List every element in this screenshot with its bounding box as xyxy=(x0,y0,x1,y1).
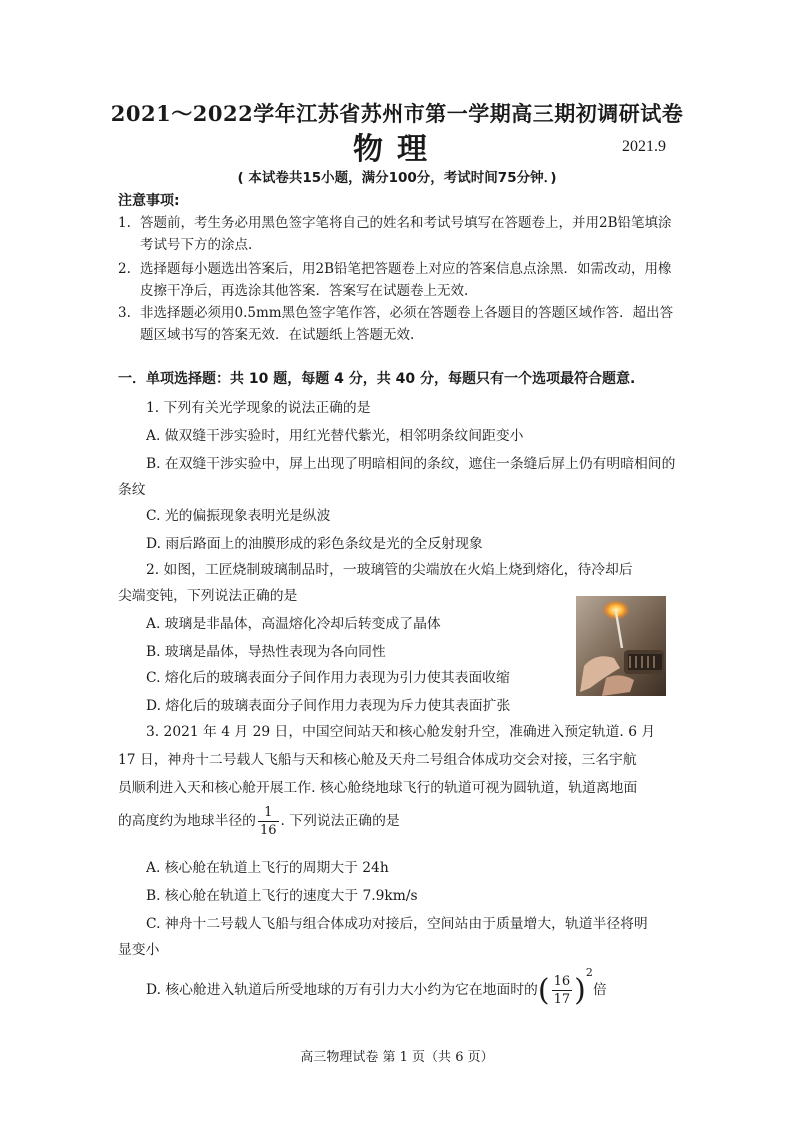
notice-number: 3. xyxy=(118,305,131,321)
q3-option-c: C. 神舟十二号载人飞船与组合体成功对接后，空间站由于质量增大，轨道半径将明 xyxy=(146,916,648,932)
q3-option-d-end: 倍 xyxy=(592,982,607,998)
fraction-numerator: 16 xyxy=(553,974,571,989)
exam-title: 2021～2022学年江苏省苏州市第一学期高三期初调研试卷 xyxy=(110,101,684,126)
q3-option-c-cont: 显变小 xyxy=(118,942,160,958)
q1-option-d: D. 雨后路面上的油膜形成的彩色条纹是光的全反射现象 xyxy=(146,536,483,552)
notice-text: 选择题每小题选出答案后，用2B铅笔把答题卷上对应的答案信息点涂黑．如需改动，用橡皮擦干净后，再选涂其他答案．答案写在试题卷上无效. xyxy=(140,261,672,299)
q2-option-d: D. 熔化后的玻璃表面分子间作用力表现为斥力使其表面扩张 xyxy=(146,698,511,714)
fraction-sixteen-seventeenths xyxy=(552,973,573,1008)
page-footer: 高三物理试卷 第 1 页（共 6 页） xyxy=(300,1050,494,1065)
q1-option-b: B. 在双缝干涉实验中，屏上出现了明暗相间的条纹，遮住一条缝后屏上仍有明暗相间的 xyxy=(146,456,676,472)
notice-text: 答题前，考生务必用黑色签字笔将自己的姓名和考试号填写在答题卷上，并用2B铅笔填涂考试号下方的涂点. xyxy=(140,215,672,253)
notice-item-1 xyxy=(118,212,678,256)
q3-option-d xyxy=(146,966,607,1008)
fraction-numerator: 1 xyxy=(258,804,279,822)
fraction-denominator: 16 xyxy=(259,823,277,838)
q2-option-c: C. 熔化后的玻璃表面分子间作用力表现为引力使其表面收缩 xyxy=(146,670,510,686)
q3-stem-line2: 17 日，神舟十二号载人飞船与天和核心舱及天舟二号组合体成功交会对接，三名宇航 xyxy=(118,752,637,768)
q2-option-a: A. 玻璃是非晶体，高温熔化冷却后转变成了晶体 xyxy=(146,616,441,632)
q3-stem-line4 xyxy=(118,804,400,839)
notice-item-2 xyxy=(118,258,678,302)
notice-number: 1. xyxy=(118,215,131,231)
q3-stem: 3. 2021 年 4 月 29 日，中国空间站天和核心舱发射升空，准确进入预定轨道. 6 月 xyxy=(146,724,656,740)
q3-stem-line3: 员顺利进入天和核心舱开展工作. 核心舱绕地球飞行的轨道可视为圆轨道，轨道离地面 xyxy=(118,780,638,796)
q3-option-a: A. 核心舱在轨道上飞行的周期大于 24h xyxy=(146,860,389,876)
right-paren: ) xyxy=(574,973,586,1008)
exam-note: ( 本试卷共15小题，满分100分，考试时间75分钟．) xyxy=(237,170,557,186)
q1-option-c: C. 光的偏振现象表明光是纵波 xyxy=(146,508,331,524)
q3-stem-text-end: . 下列说法正确的是 xyxy=(280,813,400,829)
fraction-denominator: 17 xyxy=(553,992,571,1007)
q1-option-b-cont: 条纹 xyxy=(118,482,146,498)
q3-option-b: B. 核心舱在轨道上飞行的速度大于 7.9km/s xyxy=(146,888,418,904)
notice-item-3 xyxy=(118,302,678,346)
q1-option-a: A. 做双缝干涉实验时，用红光替代紫光，相邻明条纹间距变小 xyxy=(146,428,524,444)
q2-stem: 2. 如图，工匠烧制玻璃制品时，一玻璃管的尖端放在火焰上烧到熔化，待冷却后 xyxy=(146,562,633,578)
notice-text: 非选择题必须用0.5mm黑色签字笔作答，必须在答题卷上各题目的答题区域作答．超出答题区域书写的答案无效．在试题纸上答题无效. xyxy=(140,305,674,343)
notice-number: 2. xyxy=(118,261,131,277)
q1-stem: 1. 下列有关光学现象的说法正确的是 xyxy=(146,400,371,416)
q2-stem-cont: 尖端变钝，下列说法正确的是 xyxy=(118,588,298,604)
q3-stem-text: 的高度约为地球半径的 xyxy=(118,813,256,829)
glassblowing-photo xyxy=(576,596,666,696)
subject-title: 物理 xyxy=(353,132,441,167)
q3-option-d-text: D. 核心舱进入轨道后所受地球的万有引力大小约为它在地面时的 xyxy=(146,982,538,998)
notice-heading: 注意事项: xyxy=(118,193,180,209)
section-title: 一．单项选择题：共 10 题，每题 4 分，共 40 分，每题只有一个选项最符合题意. xyxy=(118,371,636,387)
fraction-one-sixteenth xyxy=(258,804,279,839)
left-paren: ( xyxy=(537,973,550,1008)
exponent: 2 xyxy=(585,966,593,979)
exam-date: 2021.9 xyxy=(622,138,666,155)
q2-option-b: B. 玻璃是晶体，导热性表现为各向同性 xyxy=(146,644,386,660)
